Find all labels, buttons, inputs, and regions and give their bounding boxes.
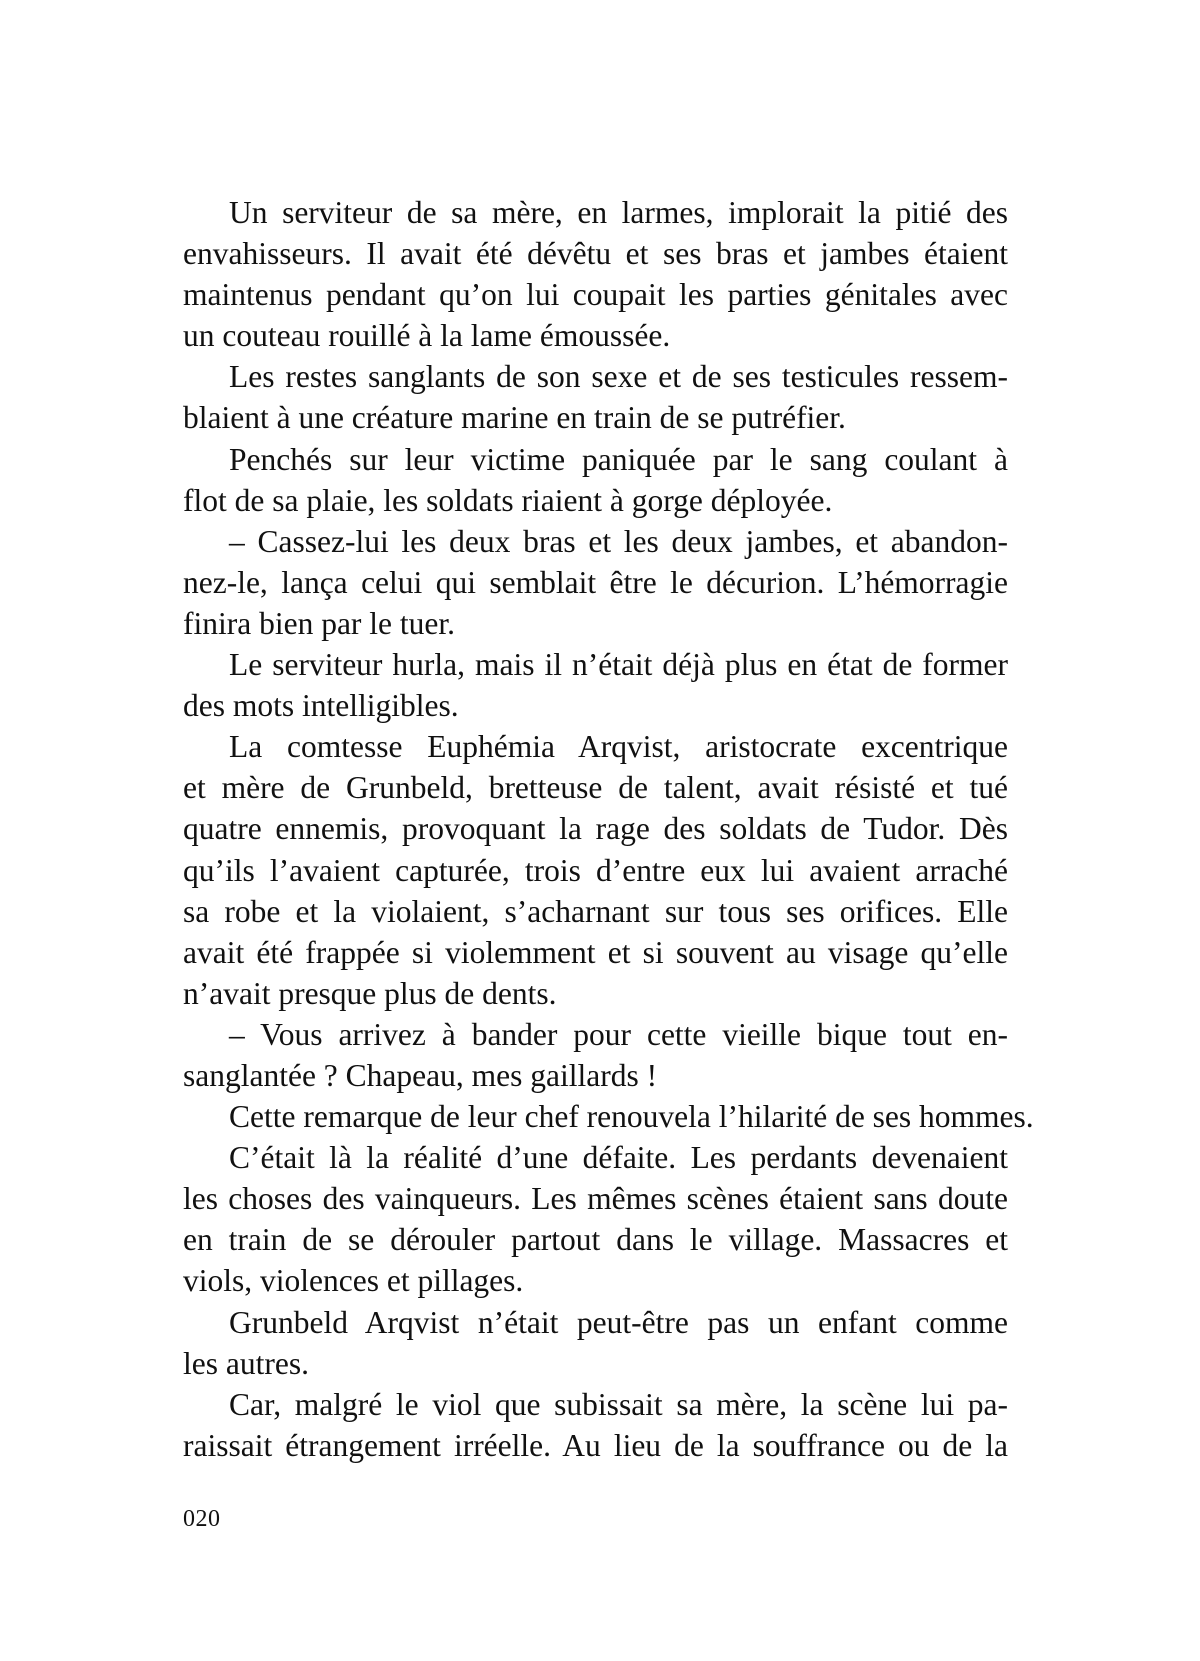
text-line: La comtesse Euphémia Arqvist, aristocrate excentrique [229,729,1008,765]
text-line: finira bien par le tuer. [183,605,456,641]
text-line: Un serviteur de sa mère, en larmes, implorait la pitié des [229,195,1008,230]
text-line: Les restes sanglants de son sexe et de ses testicules ressem- [229,359,1008,395]
text-line: Le serviteur hurla, mais il n’était déjà plus en état de former [229,647,1008,683]
text-line: et mère de Grunbeld, bretteuse de talent, avait résisté et tué [183,770,1008,806]
text-line: – Vous arrivez à bander pour cette vieille bique tout en- [229,1016,1008,1052]
text-line: – Cassez-lui les deux bras et les deux jambes, et abandon- [229,523,1008,559]
text-line: Car, malgré le viol que subissait sa mère, la scène lui pa- [229,1386,1008,1422]
text-line: un couteau rouillé à la lame émoussée. [183,318,671,354]
text-line: qu’ils l’avaient capturée, trois d’entre eux lui avaient arraché [183,852,1008,888]
text-line: sanglantée ? Chapeau, mes gaillards ! [183,1057,658,1093]
body-text [183,192,1034,1466]
text-line: les autres. [183,1345,309,1381]
text-line: des mots intelligibles. [183,688,459,724]
text-line: en train de se dérouler partout dans le village. Massacres et [183,1222,1008,1258]
text-line: sa robe et la violaient, s’acharnant sur tous ses orifices. Elle [183,893,1008,929]
text-line: flot de sa plaie, les soldats riaient à gorge déployée. [183,482,833,518]
text-line: raissait étrangement irréelle. Au lieu de la souffrance ou de la [183,1427,1008,1463]
text-line: nez-le, lança celui qui semblait être le décurion. L’hémorragie [183,564,1008,600]
text-line: Penchés sur leur victime paniquée par le sang coulant à [229,441,1008,477]
text-line: maintenus pendant qu’on lui coupait les parties génitales avec [183,277,1008,313]
text-line: Cette remarque de leur chef renouvela l’hilarité de ses hommes. [229,1099,1034,1135]
text-line: quatre ennemis, provoquant la rage des soldats de Tudor. Dès [183,811,1008,847]
text-line: avait été frappée si violemment et si souvent au visage qu’elle [183,934,1008,970]
text-line: n’avait presque plus de dents. [183,975,557,1011]
text-line: C’était là la réalité d’une défaite. Les perdants devenaient [229,1140,1008,1176]
text-line: Grunbeld Arqvist n’était peut-être pas un enfant comme [229,1304,1008,1340]
text-line: blaient à une créature marine en train de se putréfier. [183,400,846,436]
text-line: les choses des vainqueurs. Les mêmes scènes étaient sans doute [183,1181,1008,1217]
text-line: viols, violences et pillages. [183,1263,524,1299]
page-number: 020 [183,1506,221,1532]
text-line: envahisseurs. Il avait été dévêtu et ses bras et jambes étaient [183,236,1008,272]
